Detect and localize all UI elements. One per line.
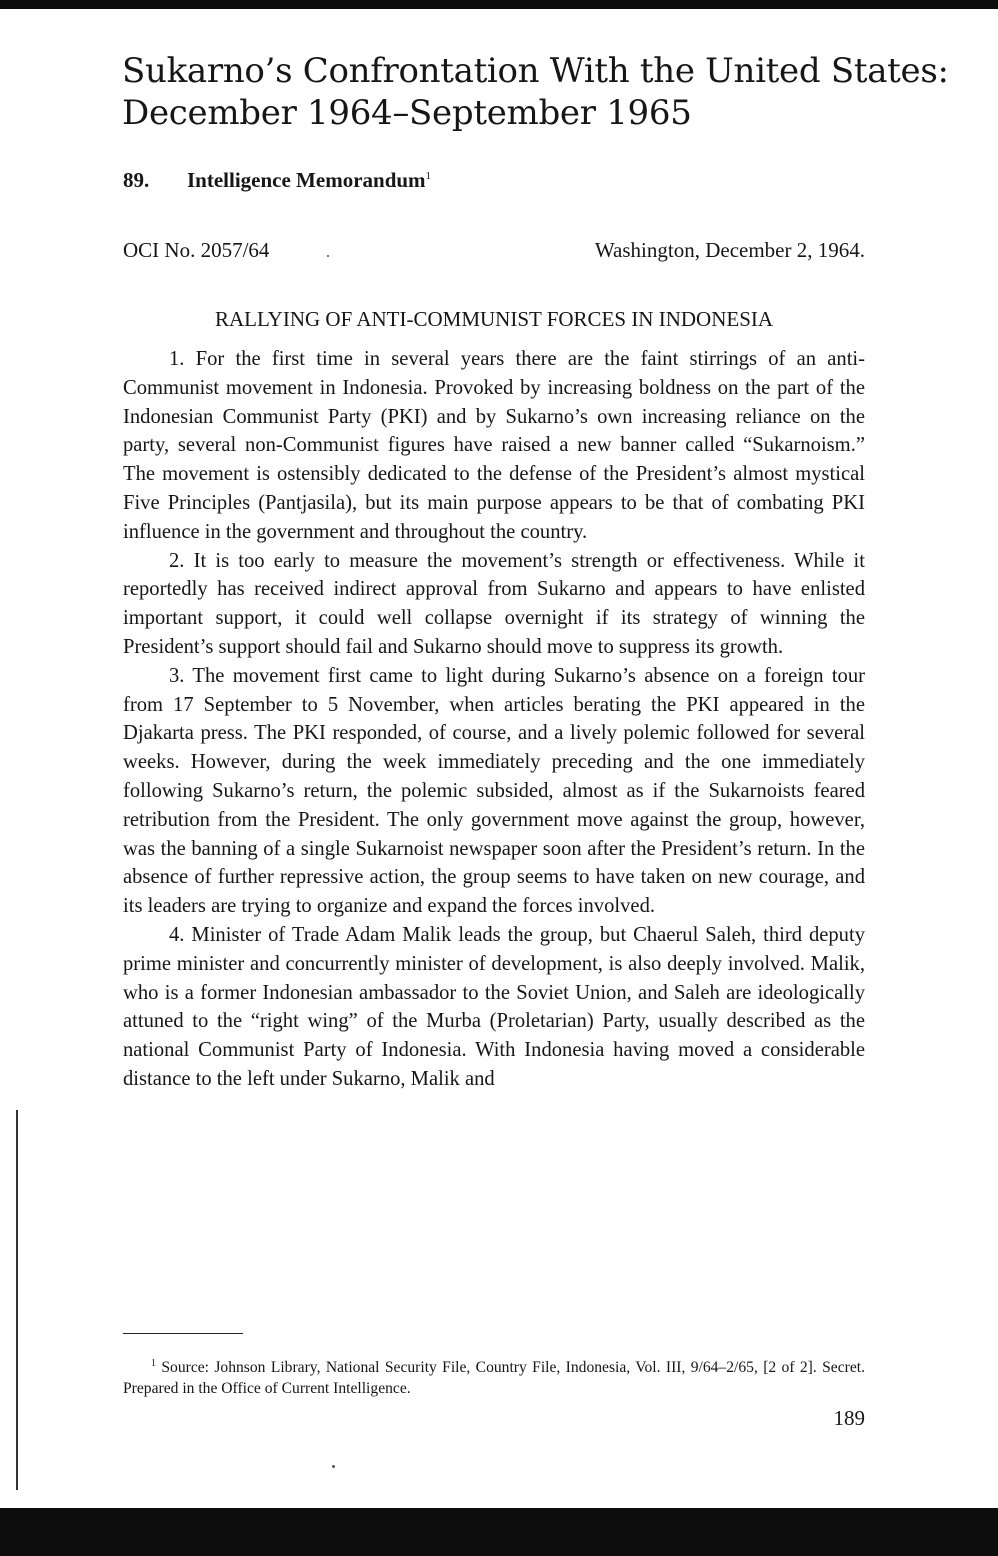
footnote-text: Source: Johnson Library, National Security File, Country File, Indonesia, Vol. III, 9/64–2/65, [2 of 2]. Secret. Prepared in the Office of Current Intelligence. <box>123 1359 865 1398</box>
paragraph-3: 3. The movement first came to light during Sukarno’s absence on a foreign tour from 17 September to 5 November, when articles berating the PKI appeared in the Djakarta press. The PKI responded, of course, and a lively polemic followed for several weeks. However, during the week immediately preceding and the one immediately following Sukarno’s return, the polemic subsided, almost as if the Sukarnoists feared retribution from the President. The only government move against the group, however, was the banning of a single Sukarnoist newspaper soon after the President’s return. In the absence of further repressive action, the group seems to have taken on new courage, and its leaders are trying to organize and expand the forces involved. <box>123 664 865 918</box>
paragraph-1: 1. For the first time in several years there are the faint stirrings of an anti-Communist movement in Indonesia. Provoked by increasing boldness on the part of the Indonesian Communist Party (PKI) and by Sukarno’s own increasing reliance on the party, several non-Communist figures have raised a new banner called “Sukarnoism.” The movement is ostensibly dedicated to the defense of the President’s almost mystical Five Principles (Pantjasila), but its main purpose appears to be that of combating PKI influence in the government and throughout the country. <box>123 348 865 543</box>
paragraph-4: 4. Minister of Trade Adam Malik leads the group, but Chaerul Saleh, third deputy prime minister and concurrently minister of development, is also deeply involved. Malik, who is a former Indonesian ambassador to the Soviet Union, and Saleh are ideologically attuned to the “right wing” of the Murba (Proletarian) Party, usually described as the national Communist Party of Indonesia. With Indonesia having moved a considerable distance to the left under Sukarno, Malik and <box>123 923 865 1090</box>
footnote <box>123 1353 865 1399</box>
scan-speck <box>332 1465 335 1468</box>
chapter-title-line-2: December 1964–September 1965 <box>122 93 692 133</box>
scan-bottom-edge <box>0 1508 998 1556</box>
memo-body <box>123 345 865 1094</box>
document-heading <box>123 168 431 193</box>
document-reference: OCI No. 2057/64 <box>123 238 270 262</box>
document-type: Intelligence Memorandum <box>187 168 426 192</box>
memo-title: RALLYING OF ANTI-COMMUNIST FORCES IN INDONESIA <box>214 307 774 331</box>
document-number: 89. <box>123 168 150 192</box>
footnote-reference: 1 <box>425 170 432 182</box>
footnote-divider <box>123 1333 243 1334</box>
scan-top-edge <box>0 0 998 9</box>
chapter-title <box>122 50 949 134</box>
chapter-title-line-1: Sukarno’s Confrontation With the United States: <box>122 51 949 91</box>
paragraph-2: 2. It is too early to measure the movement’s strength or effectiveness. While it reportedly has received indirect approval from Sukarno and appears to have enlisted important support, it could well collapse overnight if its strategy of winning the President’s support should fail and Sukarno should move to suppress its growth. <box>123 549 865 658</box>
scan-speck <box>327 255 329 257</box>
footnote-marker: 1 <box>151 1358 156 1369</box>
page-number: 189 <box>833 1406 865 1430</box>
document-place-date: Washington, December 2, 1964. <box>594 238 865 262</box>
scan-left-mark <box>16 1110 18 1490</box>
